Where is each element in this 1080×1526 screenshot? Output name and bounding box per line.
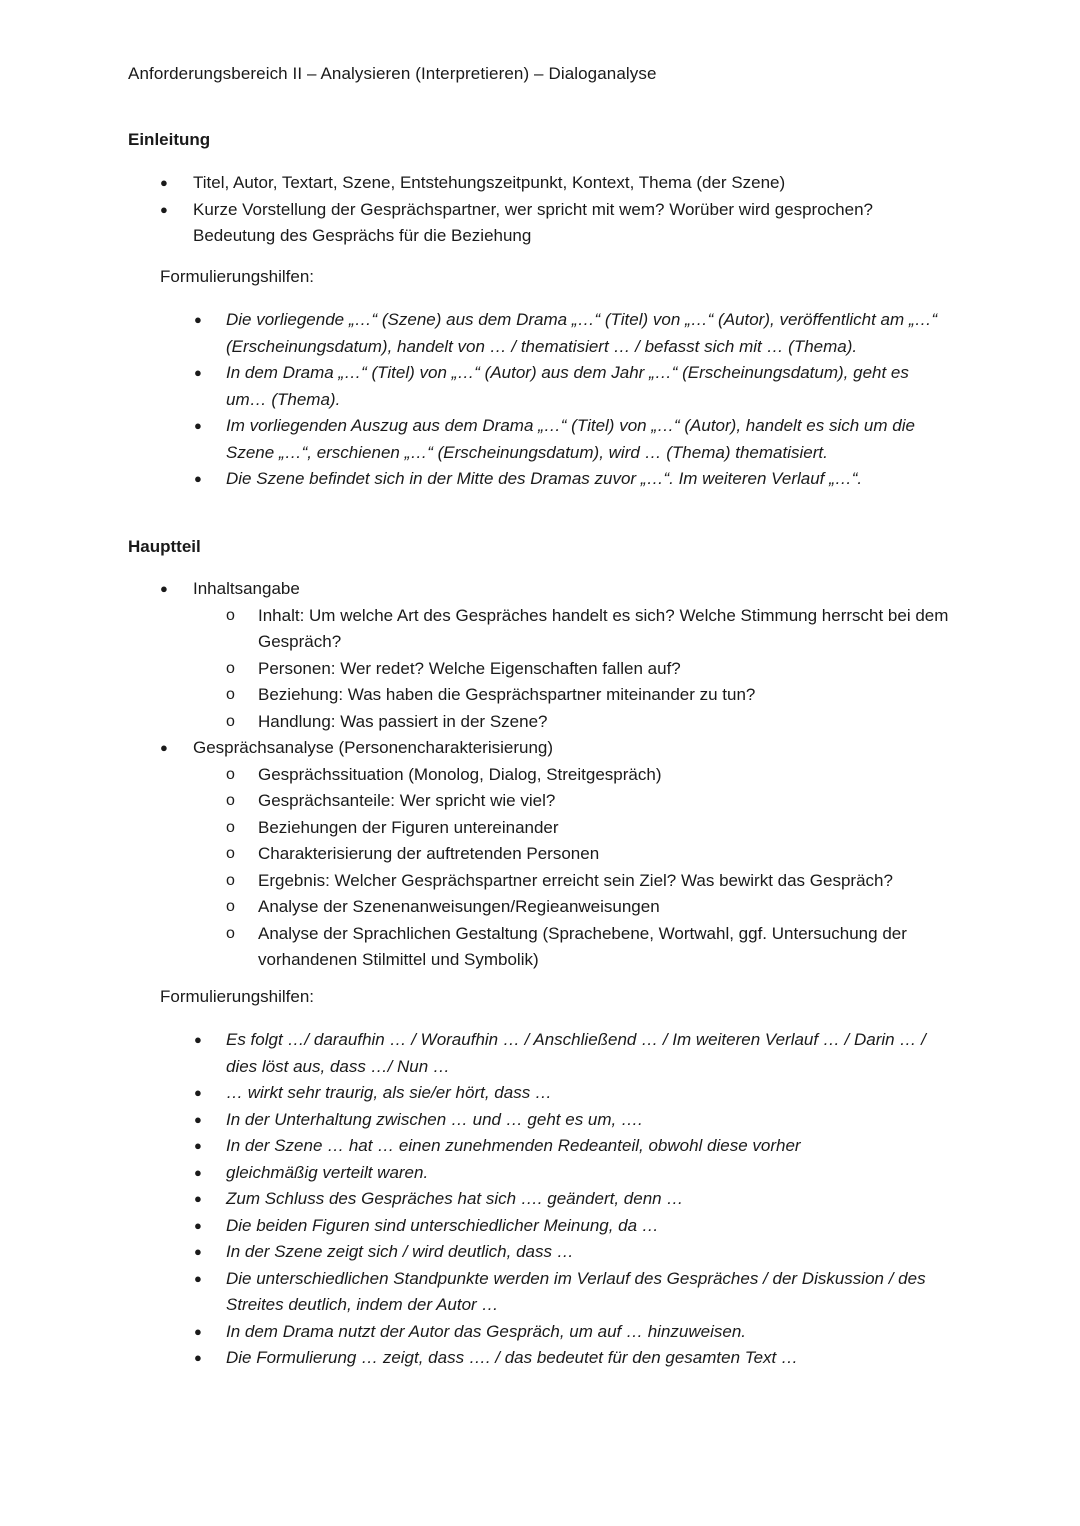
list-item-text: Die unterschiedlichen Standpunkte werden im Verlauf des Gespräches / der Diskussion / des Streites deutlich, indem der Autor … [226, 1268, 926, 1314]
list-item [194, 360, 939, 413]
list-item [194, 1213, 939, 1240]
circle-marker: o [226, 818, 235, 836]
list-item [194, 1133, 939, 1160]
sub-list-item [160, 815, 950, 842]
list-item [194, 413, 939, 466]
bullet-marker: ● [194, 312, 202, 327]
list-item-text: Analyse der Szenenanweisungen/Regieanweisungen [258, 897, 660, 916]
list-item-text: Beziehungen der Figuren untereinander [258, 817, 559, 837]
bullet-marker: ● [194, 418, 202, 433]
bullet-marker: ● [194, 1323, 202, 1339]
list-item-text: Kurze Vorstellung der Gesprächspartner, wer spricht mit wem? Worüber wird gesprochen? Bedeutung des Gesprächs für die Beziehung [193, 199, 873, 245]
list-item-text: Gesprächssituation (Monolog, Dialog, Streitgespräch) [258, 764, 662, 784]
sub-list-item [160, 788, 950, 815]
list-item-text: … wirkt sehr traurig, als sie/er hört, dass … [226, 1083, 552, 1102]
list-item [160, 735, 950, 762]
circle-marker: o [226, 606, 235, 624]
sub-list-item [160, 841, 950, 868]
circle-marker: o [226, 924, 235, 942]
list-item-text: Im vorliegenden Auszug aus dem Drama „…“ (Titel) von „…“ (Autor), handelt es sich um die Szene „…“, erschienen „…“ (Erscheinungsdatum), wird … (Thema) thematisiert. [226, 416, 915, 462]
list-item [194, 1186, 939, 1213]
circle-marker: o [226, 792, 235, 809]
list-item [194, 1027, 939, 1080]
hauptteil-hints-list [194, 1027, 939, 1372]
hauptteil-list [160, 576, 950, 974]
list-item-text: Inhaltsangabe [193, 579, 300, 598]
list-item-text: Gesprächsanalyse (Personencharakterisierung) [193, 738, 554, 757]
sub-list-item [160, 656, 950, 683]
list-item [194, 1319, 939, 1346]
bullet-marker: ● [194, 1164, 202, 1180]
bullet-marker: ● [194, 365, 202, 380]
circle-marker: o [226, 712, 235, 730]
list-item-text: Beziehung: Was haben die Gesprächspartner miteinander zu tun? [258, 685, 756, 704]
sub-list-item [160, 603, 950, 656]
list-item-text: In dem Drama nutzt der Autor das Gespräch, um auf … hinzuweisen. [226, 1321, 747, 1341]
circle-marker: o [226, 845, 235, 862]
list-item-text: Ergebnis: Welcher Gesprächspartner erreicht sein Ziel? Was bewirkt das Gespräch? [258, 870, 893, 890]
list-item [194, 1160, 939, 1187]
list-item-text: In der Szene … hat … einen zunehmenden Redeanteil, obwohl diese vorher [226, 1136, 801, 1155]
bullet-marker: ● [194, 1138, 202, 1153]
einleitung-list [160, 170, 950, 250]
list-item [194, 1266, 939, 1319]
list-item-text: gleichmäßig verteilt waren. [226, 1162, 429, 1182]
circle-marker: o [226, 765, 235, 783]
list-item-text: Die beiden Figuren sind unterschiedlicher Meinung, da … [226, 1215, 659, 1235]
page-header: Anforderungsbereich II – Analysieren (Interpretieren) – Dialoganalyse [128, 64, 657, 83]
hints-label: Formulierungshilfen: [160, 267, 315, 286]
einleitung-hints-list [194, 307, 939, 493]
list-item-text: Analyse der Sprachlichen Gestaltung (Sprachebene, Wortwahl, ggf. Untersuchung der vorhandenen Stilmittel und Symbolik) [258, 923, 907, 969]
list-item-text: In dem Drama „…“ (Titel) von „…“ (Autor) aus dem Jahr „…“ (Erscheinungsdatum), geht es um… (Thema). [226, 363, 909, 409]
bullet-marker: ● [194, 1217, 202, 1233]
sub-list-item [160, 921, 950, 974]
bullet-marker: ● [194, 1191, 202, 1206]
sub-list-item [160, 709, 950, 736]
list-item-text: Personen: Wer redet? Welche Eigenschaften fallen auf? [258, 658, 681, 678]
list-item-text: Gesprächsanteile: Wer spricht wie viel? [258, 791, 556, 810]
list-item [194, 307, 939, 360]
bullet-marker: ● [194, 1032, 202, 1047]
list-item [194, 466, 939, 493]
sub-list-item [160, 762, 950, 789]
bullet-marker: ● [160, 581, 168, 596]
bullet-marker: ● [160, 175, 168, 190]
list-item-text: Handlung: Was passiert in der Szene? [258, 711, 548, 731]
bullet-marker: ● [194, 1085, 202, 1100]
bullet-marker: ● [194, 471, 202, 486]
list-item-text: Charakterisierung der auftretenden Personen [258, 844, 600, 863]
bullet-marker: ● [194, 1350, 202, 1365]
list-item [194, 1239, 939, 1266]
circle-marker: o [226, 898, 235, 915]
list-item-text: Inhalt: Um welche Art des Gespräches handelt es sich? Welche Stimmung herrscht bei dem Gespräch? [258, 605, 949, 651]
list-item-text: Es folgt …/ daraufhin … / Woraufhin … / Anschließend … / Im weiteren Verlauf … / Darin … / dies löst aus, dass …/ Nun … [226, 1030, 926, 1076]
sub-list-item [160, 894, 950, 921]
list-item [160, 170, 950, 197]
list-item-text: Zum Schluss des Gespräches hat sich …. geändert, denn … [226, 1189, 684, 1208]
bullet-marker: ● [194, 1270, 202, 1286]
list-item-text: Titel, Autor, Textart, Szene, Entstehungszeitpunkt, Kontext, Thema (der Szene) [193, 173, 786, 192]
list-item [194, 1107, 939, 1134]
list-item-text: In der Unterhaltung zwischen … und … geht es um, …. [226, 1109, 643, 1129]
list-item [194, 1080, 939, 1107]
list-item [160, 576, 950, 603]
section-heading-hauptteil: Hauptteil [128, 537, 201, 556]
list-item [194, 1345, 939, 1372]
list-item-text: Die Formulierung … zeigt, dass …. / das bedeutet für den gesamten Text … [226, 1348, 798, 1367]
bullet-marker: ● [160, 740, 168, 755]
list-item-text: Die Szene befindet sich in der Mitte des Dramas zuvor „…“. Im weiteren Verlauf „…“. [226, 469, 863, 488]
sub-list-item [160, 682, 950, 709]
bullet-marker: ● [160, 201, 168, 217]
sub-list-item [160, 868, 950, 895]
list-item-text: Die vorliegende „…“ (Szene) aus dem Drama „…“ (Titel) von „…“ (Autor), veröffentlicht am „…“ (Erscheinungsdatum), handelt von … / thematisiert … / befasst sich mit … (Thema). [226, 310, 938, 356]
bullet-marker: ● [194, 1111, 202, 1127]
section-heading-einleitung: Einleitung [128, 130, 211, 149]
list-item-text: In der Szene zeigt sich / wird deutlich, dass … [226, 1242, 574, 1261]
circle-marker: o [226, 659, 235, 677]
list-item [160, 197, 950, 250]
circle-marker: o [226, 871, 235, 889]
bullet-marker: ● [194, 1244, 202, 1259]
circle-marker: o [226, 686, 235, 703]
hints-label: Formulierungshilfen: [160, 987, 315, 1006]
